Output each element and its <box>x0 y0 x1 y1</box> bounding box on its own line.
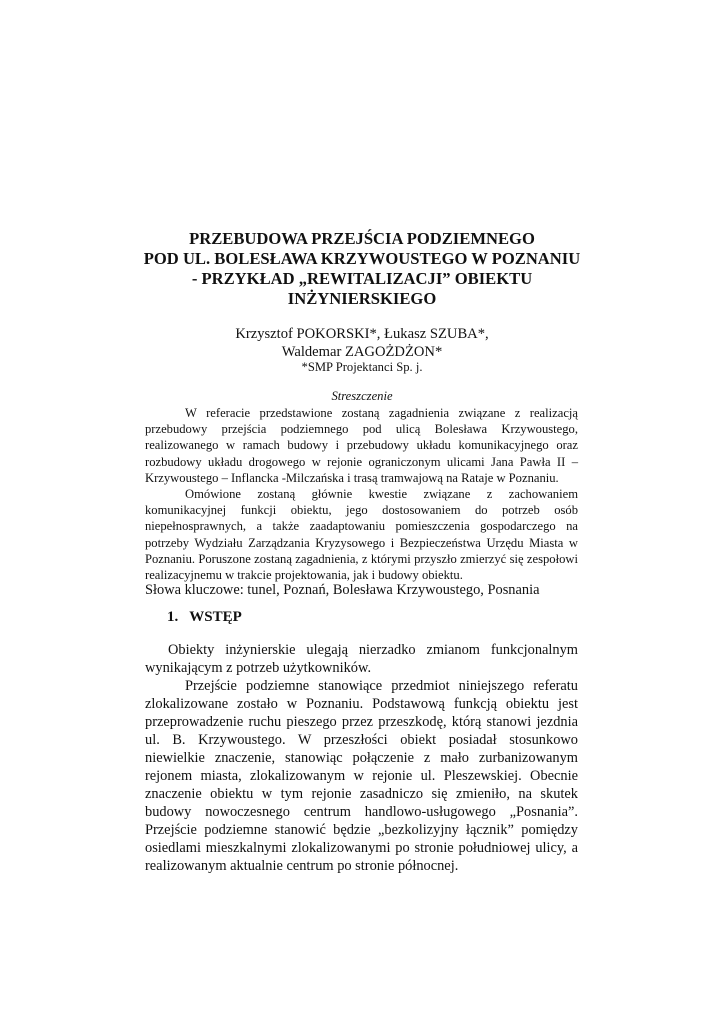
title-line-1: PRZEBUDOWA PRZEJŚCIA PODZIEMNEGO <box>189 229 535 248</box>
body-paragraph-1: Obiekty inżynierskie ulegają nierzadko zmianom funkcjonalnym wynikającym z potrzeb użytkowników. <box>145 642 578 676</box>
abstract-heading: Streszczenie <box>331 389 393 403</box>
author-affiliation: *SMP Projektanci Sp. j. <box>301 360 423 374</box>
title-line-3: - PRZYKŁAD „REWITALIZACJI” OBIEKTU <box>191 269 533 288</box>
title-line-2: POD UL. BOLESŁAWA KRZYWOUSTEGO W POZNANIU <box>143 249 581 268</box>
title-line-4: INŻYNIERSKIEGO <box>287 289 437 308</box>
abstract-paragraph-1: W referacie przedstawione zostaną zagadnienia związane z realizacją przebudowy przejścia podziemnego pod ulicą Bolesława Krzywoustego, realizowanego w ramach budowy i przebudowy układu komunikacyjnego oraz rozbudowy układu drogowego w rejonie ograniczonym ulicami Jana Pawła II – Krzywoustego – Inflancka -Milczańska i trasą tramwajową na Rataje w Poznaniu. <box>145 406 578 485</box>
section-body <box>145 641 578 875</box>
section-heading-introduction: 1. WSTĘP <box>167 609 242 625</box>
authors-line-1: Krzysztof POKORSKI*, Łukasz SZUBA*, <box>235 326 489 342</box>
paper-title <box>120 229 604 309</box>
author-list <box>120 325 604 361</box>
keywords: Słowa kluczowe: tunel, Poznań, Bolesława Krzywoustego, Posnania <box>145 582 540 598</box>
authors-line-2: Waldemar ZAGOŻDŻON* <box>281 344 443 360</box>
abstract-body <box>145 405 578 583</box>
abstract-paragraph-2: Omówione zostaną głównie kwestie związane z zachowaniem komunikacyjnej funkcji obiektu, jego dostosowaniem do potrzeb osób niepełnosprawnych, a także zaadaptowaniu pomieszczenia gospodarczego na potrzeby Wydziału Zarządzania Kryzysowego i Bezpieczeństwa Urzędu Miasta w Poznaniu. Poruszone zostaną zagadnienia, z którymi przyszło zmierzyć się zespołowi realizacyjnemu w trakcie projektowania, jak i budowy obiektu. <box>145 487 578 583</box>
body-paragraph-2: Przejście podziemne stanowiące przedmiot niniejszego referatu zlokalizowane zostało w Poznaniu. Podstawową funkcją obiektu jest przeprowadzenie ruchu pieszego przez przeszkodę, którą stanowi jezdnia ul. B. Krzywoustego. W przeszłości obiekt posiadał stosunkowo niewielkie znaczenie, stanowiąc połączenie z mało zurbanizowanym rejonem miasta, zlokalizowanym w rejonie ul. Pleszewskiej. Obecnie znaczenie obiektu w tym rejonie zasadniczo się zmieniło, na skutek budowy nowoczesnego centrum handlowo-usługowego „Posnania”. Przejście podziemne stanowić będzie „bezkolizyjny łącznik” pomiędzy osiedlami mieszkalnymi zlokalizowanymi po stronie południowej ulicy, a realizowanym aktualnie centrum po stronie północnej. <box>145 678 578 874</box>
